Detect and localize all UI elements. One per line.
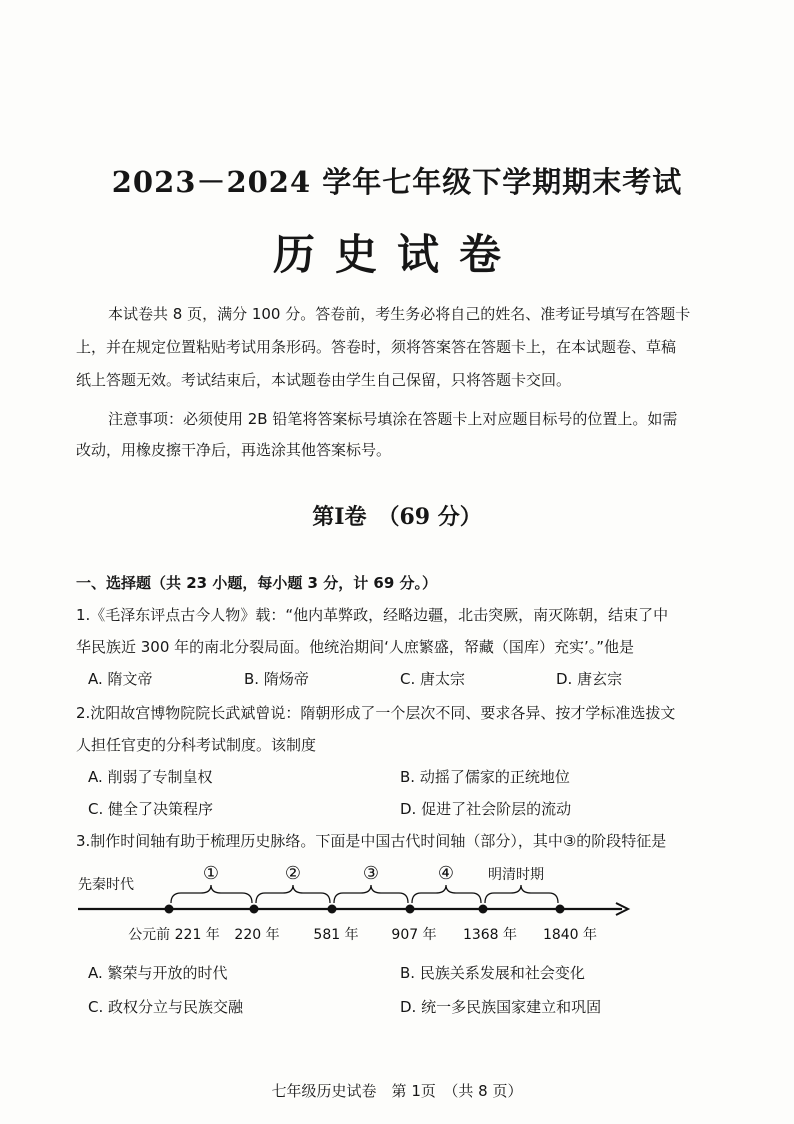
q1-option-d[interactable]: D. 唐玄宗 xyxy=(556,670,623,688)
q2-option-b[interactable]: B. 动摇了儒家的正统地位 xyxy=(400,768,570,786)
timeline-dot xyxy=(250,905,259,914)
exam-subtitle: 历史试卷 xyxy=(272,230,521,279)
timeline-left-label: 先秦时代 xyxy=(78,877,134,893)
timeline-dot xyxy=(328,905,337,914)
q2-line-1: 2.沈阳故宫博物院院长武斌曾说：隋朝形成了一个层次不同、要求各异、按才学标准选拔文 xyxy=(76,704,676,722)
q1-line-1: 1.《毛泽东评点古今人物》载：“他内革弊政，经略边疆，北击突厥，南灭陈朝，结束了中 xyxy=(76,606,669,624)
timeline-marker-4: ④ xyxy=(437,863,455,884)
timeline-dot xyxy=(556,905,565,914)
q1-line-2: 华民族近 300 年的南北分裂局面。他统治期间‘人庶繁盛，帑藏（国库）充实’。”他是 xyxy=(76,638,634,656)
timeline-brace xyxy=(412,885,481,903)
timeline-date-3: 581 年 xyxy=(313,927,359,943)
timeline-date-4: 907 年 xyxy=(391,927,437,943)
instructions-line-2: 上，并在规定位置粘贴考试用条形码。答卷时，须将答案答在答题卡上，在本试题卷、草稿 xyxy=(76,338,677,356)
q3-option-c[interactable]: C. 政权分立与民族交融 xyxy=(88,998,244,1016)
timeline-brace xyxy=(256,885,330,903)
q1-option-b[interactable]: B. 隋炀帝 xyxy=(244,670,309,688)
timeline-date-2: 220 年 xyxy=(234,927,280,943)
instructions-line-5: 改动，用橡皮擦干净后，再选涂其他答案标号。 xyxy=(76,441,392,459)
timeline-diagram xyxy=(70,855,650,955)
section-title: 第I卷 （69 分） xyxy=(312,504,482,530)
q2-option-a[interactable]: A. 削弱了专制皇权 xyxy=(88,768,213,786)
timeline-date-5: 1368 年 xyxy=(462,927,518,943)
timeline-brace xyxy=(334,885,408,903)
timeline-date-6: 1840 年 xyxy=(542,927,598,943)
timeline-dot xyxy=(406,905,415,914)
instructions-line-3: 纸上答题无效。考试结束后，本试题卷由学生自己保留，只将答题卡交回。 xyxy=(76,371,572,389)
q1-option-a[interactable]: A. 隋文帝 xyxy=(88,670,153,688)
page-footer: 七年级历史试卷 第 1页 （共 8 页） xyxy=(271,1082,523,1100)
q3-line-1: 3.制作时间轴有助于梳理历史脉络。下面是中国古代时间轴（部分），其中③的阶段特征是 xyxy=(76,832,667,850)
instructions-line-1: 本试卷共 8 页，满分 100 分。答卷前，考生务必将自己的姓名、准考证号填写在答题卡 xyxy=(108,305,691,323)
timeline-marker-3: ③ xyxy=(362,863,380,884)
instructions-line-4: 注意事项：必须使用 2B 铅笔将答案标号填涂在答题卡上对应题目标号的位置上。如需 xyxy=(108,410,678,428)
timeline-date-1: 公元前 221 年 xyxy=(128,927,220,943)
q2-line-2: 人担任官吏的分科考试制度。该制度 xyxy=(76,736,317,754)
exam-title: 2023－2024 学年七年级下学期期末考试 xyxy=(111,165,683,199)
q2-option-c[interactable]: C. 健全了决策程序 xyxy=(88,800,214,818)
timeline-marker-2: ② xyxy=(284,863,302,884)
timeline-dot xyxy=(479,905,488,914)
timeline-dot xyxy=(165,905,174,914)
timeline-right-label: 明清时期 xyxy=(488,867,544,883)
q1-option-c[interactable]: C. 唐太宗 xyxy=(400,670,466,688)
q3-option-b[interactable]: B. 民族关系发展和社会变化 xyxy=(400,964,585,982)
q2-option-d[interactable]: D. 促进了社会阶层的流动 xyxy=(400,800,572,818)
q3-option-d[interactable]: D. 统一多民族国家建立和巩固 xyxy=(400,998,602,1016)
timeline-brace xyxy=(485,885,558,903)
q3-option-a[interactable]: A. 繁荣与开放的时代 xyxy=(88,964,228,982)
timeline-marker-1: ① xyxy=(202,863,220,884)
part-heading: 一、选择题（共 23 小题，每小题 3 分，计 69 分。） xyxy=(76,574,438,592)
timeline-brace xyxy=(171,885,252,903)
